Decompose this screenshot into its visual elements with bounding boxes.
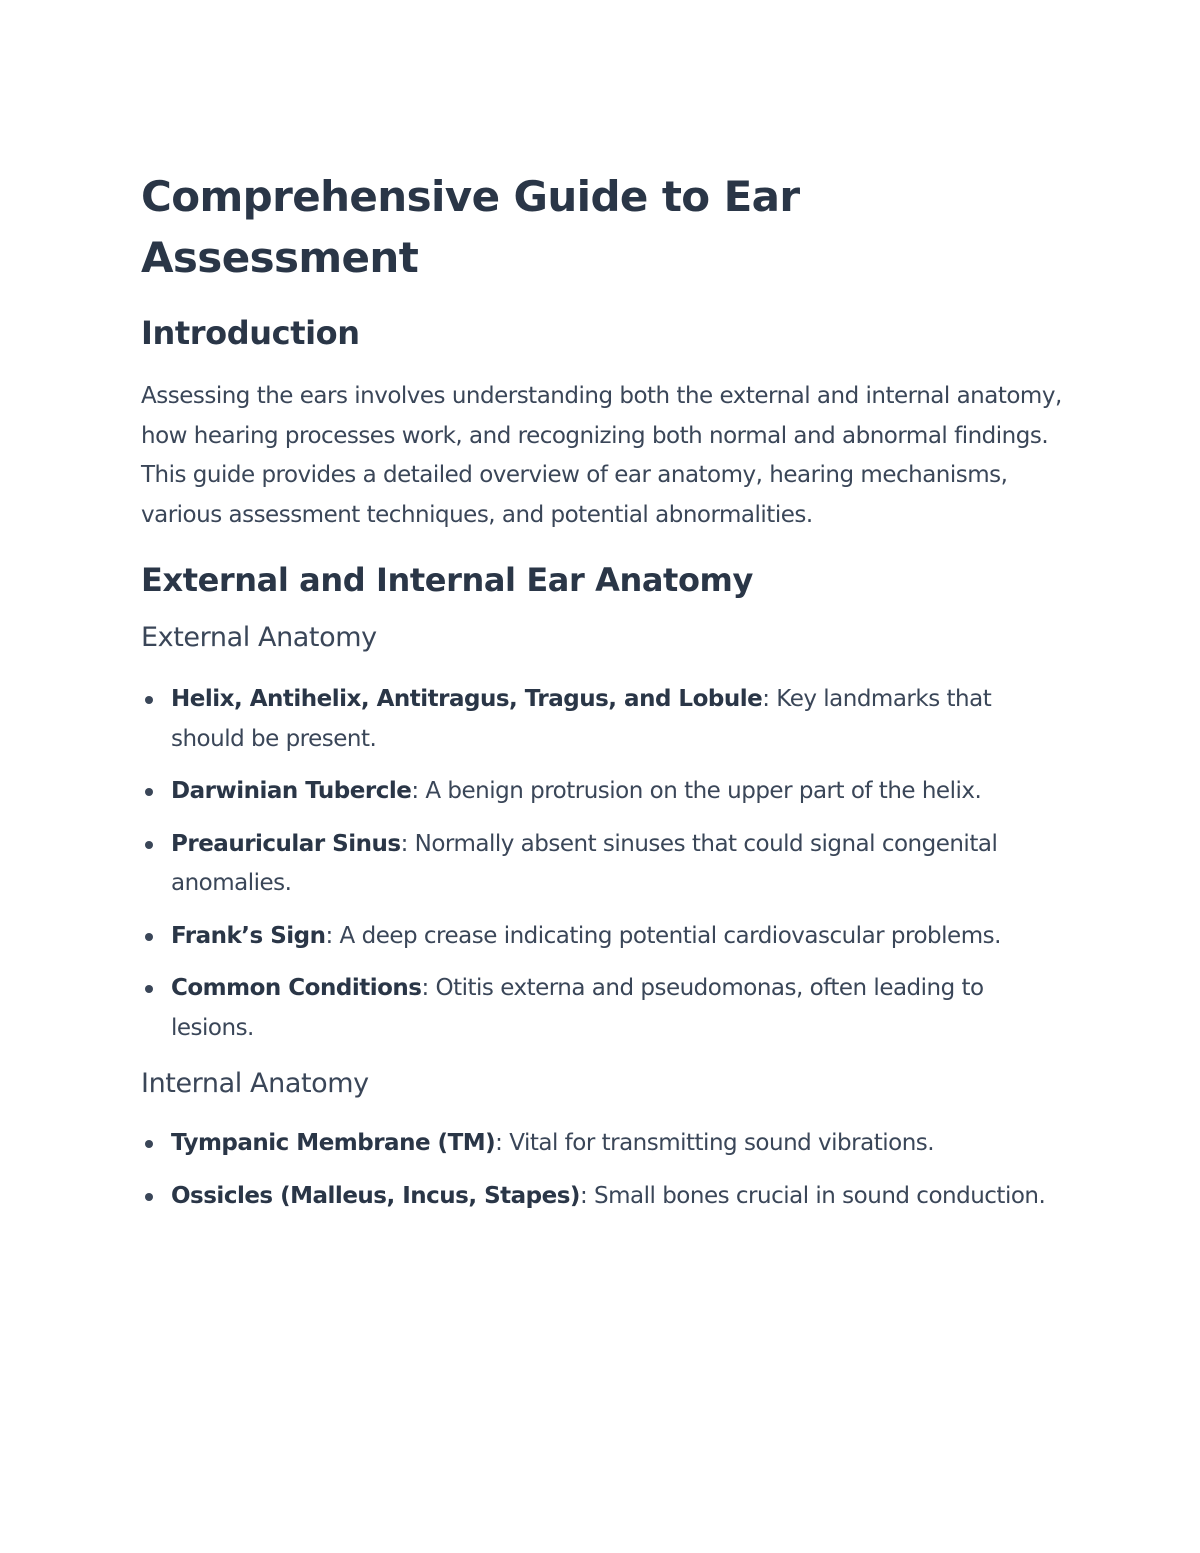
internal-anatomy-heading: Internal Anatomy — [141, 1068, 369, 1099]
list-item-term: Ossicles (Malleus, Incus, Stapes) — [171, 1182, 580, 1209]
list-item — [141, 1177, 1071, 1217]
list-item-term: Darwinian Tubercle — [171, 778, 412, 804]
intro-heading: Introduction — [141, 314, 360, 352]
list-item-desc: : Key landmarks that should be present. — [171, 686, 992, 752]
list-item-term: Helix, Antihelix, Antitragus, Tragus, and Lobule — [171, 686, 763, 712]
list-item-term: Common Conditions — [171, 975, 422, 1001]
list-item — [141, 772, 1071, 812]
list-item-term: Tympanic Membrane (TM) — [171, 1130, 496, 1156]
list-item-desc: : Normally absent sinuses that could signal congenital anomalies. — [171, 830, 998, 896]
bullet-icon — [145, 788, 153, 796]
list-item-desc: : Vital for transmitting sound vibrations. — [495, 1130, 935, 1156]
bullet-icon — [145, 1193, 153, 1201]
list-item-term: Frank’s Sign — [171, 922, 326, 949]
list-item-desc: : Small bones crucial in sound conduction. — [579, 1182, 1046, 1209]
list-item-desc: : Otitis externa and pseudomonas, often leading to lesions. — [171, 975, 984, 1041]
document-page — [141, 166, 1071, 1229]
external-anatomy-list — [141, 680, 1071, 1048]
bullet-icon — [145, 696, 153, 704]
bullet-icon — [145, 841, 153, 849]
external-anatomy-heading: External Anatomy — [141, 622, 377, 653]
list-item — [141, 917, 1071, 957]
internal-anatomy-list — [141, 1124, 1071, 1216]
bullet-icon — [145, 933, 153, 941]
list-item — [141, 680, 1071, 759]
list-item — [141, 1124, 1071, 1164]
list-item-term: Preauricular Sinus — [171, 830, 401, 857]
document-title: Comprehensive Guide to Ear Assessment — [141, 172, 800, 282]
intro-paragraph: Assessing the ears involves understanding both the external and internal anatomy, how hearing processes work, and recognizing both normal and abnormal findings. This guide provides a detailed overview of ear anatomy, hearing mechanisms, various assessment techniques, and potential abnormalities. — [141, 383, 1062, 528]
list-item — [141, 969, 1071, 1048]
list-item — [141, 825, 1071, 904]
list-item-desc: : A deep crease indicating potential cardiovascular problems. — [325, 922, 1001, 949]
list-item-desc: : A benign protrusion on the upper part of the helix. — [411, 778, 982, 804]
bullet-icon — [145, 985, 153, 993]
bullet-icon — [145, 1140, 153, 1148]
anatomy-heading: External and Internal Ear Anatomy — [141, 561, 753, 599]
